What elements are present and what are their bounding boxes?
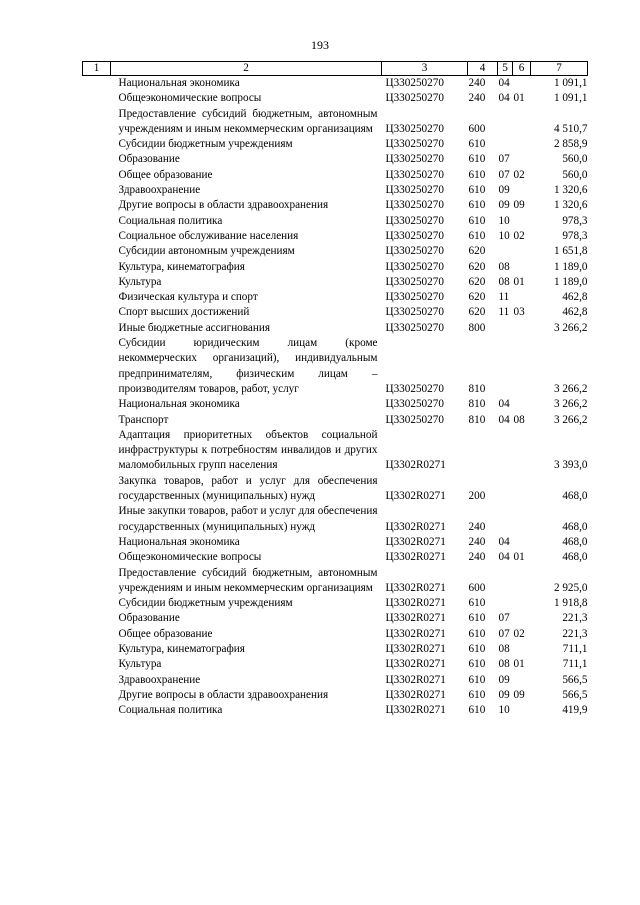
target-article-cell: Ц330250270	[385, 275, 444, 288]
section-cell	[498, 137, 513, 152]
row-number-cell	[83, 168, 111, 183]
subsection-cell	[513, 152, 531, 167]
target-article-cell: Ц330250270	[385, 306, 444, 319]
subsection-cell	[513, 397, 531, 412]
section-cell	[498, 504, 513, 535]
item-name-cell: Субсидии юридическим лицам (кроме некоммерческих организаций), индивидуальным предпринимателям, физическим лицам – производителям товаров, работ, услуг	[118, 337, 378, 395]
amount-cell: 4 510,7	[553, 122, 588, 135]
section-cell: 04	[498, 535, 510, 548]
expense-type-cell: 810	[468, 413, 486, 426]
item-name-cell: Предоставление субсидий бюджетным, автономным учреждениям и иным некоммерческим организациям	[118, 107, 378, 135]
column-header-2: 2	[111, 62, 382, 76]
section-cell: 07	[498, 612, 510, 625]
row-number-cell	[83, 504, 111, 535]
expense-type-cell: 800	[468, 321, 486, 334]
target-article-cell: Ц330250270	[385, 153, 444, 166]
expense-type-cell: 810	[468, 382, 486, 395]
target-article-cell: Ц3302R0271	[385, 535, 446, 548]
amount-cell: 462,8	[562, 306, 588, 319]
amount-cell: 978,3	[562, 229, 588, 242]
subsection-cell	[513, 290, 531, 305]
table-row	[83, 673, 588, 688]
amount-cell: 560,0	[562, 153, 588, 166]
section-cell: 07	[498, 168, 510, 181]
expense-type-cell: 610	[468, 168, 486, 181]
section-cell: 04	[498, 92, 510, 105]
row-number-cell	[83, 657, 111, 672]
section-cell	[498, 244, 513, 259]
amount-cell: 1 320,6	[553, 184, 588, 197]
target-article-cell: Ц330250270	[385, 168, 444, 181]
target-article-cell: Ц3302R0271	[385, 581, 446, 594]
subsection-cell	[513, 107, 531, 138]
column-header-4: 4	[468, 62, 498, 76]
row-number-cell	[83, 642, 111, 657]
table-row	[83, 152, 588, 167]
expense-type-cell: 240	[468, 535, 486, 548]
amount-cell: 3 266,2	[553, 382, 588, 395]
target-article-cell: Ц330250270	[385, 214, 444, 227]
table-row	[83, 474, 588, 505]
subsection-cell	[513, 566, 531, 597]
row-number-cell	[83, 183, 111, 198]
target-article-cell: Ц330250270	[385, 260, 444, 273]
row-number-cell	[83, 305, 111, 320]
amount-cell: 462,8	[562, 291, 588, 304]
row-number-cell	[83, 611, 111, 626]
section-cell	[498, 107, 513, 138]
section-cell: 08	[498, 260, 510, 273]
target-article-cell: Ц330250270	[385, 229, 444, 242]
subsection-cell	[513, 703, 531, 718]
amount-cell: 1 189,0	[553, 260, 588, 273]
section-cell: 08	[498, 275, 510, 288]
amount-cell: 2 925,0	[553, 581, 588, 594]
item-name-cell: Здравоохранение	[118, 673, 201, 686]
table-row	[83, 657, 588, 672]
item-name-cell: Культура, кинематография	[118, 642, 245, 655]
amount-cell: 2 858,9	[553, 138, 588, 151]
expense-type-cell: 810	[468, 398, 486, 411]
table-row	[83, 76, 588, 92]
target-article-cell: Ц3302R0271	[385, 597, 446, 610]
row-number-cell	[83, 275, 111, 290]
subsection-cell: 09	[513, 199, 525, 212]
item-name-cell: Субсидии автономным учреждениям	[118, 245, 295, 258]
row-number-cell	[83, 229, 111, 244]
subsection-cell	[513, 321, 531, 336]
table-row	[83, 214, 588, 229]
subsection-cell	[513, 428, 531, 474]
section-cell: 11	[498, 291, 510, 304]
row-number-cell	[83, 244, 111, 259]
item-name-cell: Субсидии бюджетным учреждениям	[118, 138, 293, 151]
item-name-cell: Другие вопросы в области здравоохранения	[118, 199, 329, 212]
expense-type-cell: 610	[468, 627, 486, 640]
subsection-cell	[513, 244, 531, 259]
subsection-cell: 01	[513, 92, 525, 105]
item-name-cell: Предоставление субсидий бюджетным, автономным учреждениям и иным некоммерческим организациям	[118, 566, 378, 594]
expense-type-cell: 610	[468, 704, 486, 717]
table-row	[83, 703, 588, 718]
row-number-cell	[83, 137, 111, 152]
section-cell	[498, 428, 513, 474]
section-cell: 09	[498, 199, 510, 212]
amount-cell: 1 091,1	[553, 77, 588, 89]
subsection-cell	[513, 137, 531, 152]
row-number-cell	[83, 107, 111, 138]
item-name-cell: Здравоохранение	[118, 184, 201, 197]
table-row	[83, 198, 588, 213]
subsection-cell: 01	[513, 658, 525, 671]
amount-cell: 3 266,2	[553, 398, 588, 411]
target-article-cell: Ц3302R0271	[385, 459, 446, 472]
row-number-cell	[83, 198, 111, 213]
subsection-cell: 01	[513, 551, 525, 564]
subsection-cell	[513, 183, 531, 198]
table-row	[83, 688, 588, 703]
table-row	[83, 275, 588, 290]
row-number-cell	[83, 397, 111, 412]
expense-type-cell: 620	[468, 306, 486, 319]
subsection-cell: 02	[513, 229, 525, 242]
expense-type-cell: 610	[468, 688, 486, 701]
row-number-cell	[83, 76, 111, 92]
item-name-cell: Образование	[118, 612, 180, 625]
row-number-cell	[83, 566, 111, 597]
table-row	[83, 183, 588, 198]
target-article-cell: Ц330250270	[385, 92, 444, 105]
expense-type-cell: 600	[468, 122, 486, 135]
subsection-cell	[513, 76, 531, 92]
amount-cell: 221,3	[562, 627, 588, 640]
target-article-cell: Ц330250270	[385, 138, 444, 151]
expense-type-cell: 610	[468, 214, 486, 227]
section-cell: 08	[498, 642, 510, 655]
expense-type-cell: 620	[468, 275, 486, 288]
section-cell: 04	[498, 551, 510, 564]
target-article-cell: Ц330250270	[385, 77, 444, 89]
target-article-cell: Ц330250270	[385, 199, 444, 212]
target-article-cell: Ц3302R0271	[385, 673, 446, 686]
section-cell	[498, 474, 513, 505]
target-article-cell: Ц3302R0271	[385, 612, 446, 625]
target-article-cell: Ц330250270	[385, 245, 444, 258]
item-name-cell: Национальная экономика	[118, 398, 240, 411]
expense-type-cell: 610	[468, 138, 486, 151]
section-cell: 10	[498, 704, 510, 717]
subsection-cell	[513, 673, 531, 688]
expense-type-cell: 240	[468, 520, 486, 533]
amount-cell: 468,0	[562, 535, 588, 548]
expense-type-cell: 240	[468, 551, 486, 564]
subsection-cell	[513, 336, 531, 397]
table-row	[83, 611, 588, 626]
row-number-cell	[83, 290, 111, 305]
amount-cell: 468,0	[562, 520, 588, 533]
amount-cell: 711,1	[562, 642, 588, 655]
expense-type-cell: 610	[468, 673, 486, 686]
target-article-cell: Ц330250270	[385, 398, 444, 411]
section-cell: 07	[498, 153, 510, 166]
subsection-cell	[513, 535, 531, 550]
section-cell: 09	[498, 688, 510, 701]
table-row	[83, 428, 588, 474]
target-article-cell: Ц330250270	[385, 122, 444, 135]
row-number-cell	[83, 703, 111, 718]
table-row	[83, 397, 588, 412]
table-row	[83, 229, 588, 244]
section-cell	[498, 321, 513, 336]
row-number-cell	[83, 688, 111, 703]
amount-cell: 3 266,2	[553, 413, 588, 426]
amount-cell: 3 393,0	[553, 459, 588, 472]
target-article-cell: Ц3302R0271	[385, 490, 446, 503]
page-number: 193	[311, 38, 329, 52]
section-cell: 04	[498, 77, 510, 89]
table-row	[83, 504, 588, 535]
table-row	[83, 413, 588, 428]
subsection-cell: 02	[513, 627, 525, 640]
target-article-cell: Ц330250270	[385, 382, 444, 395]
target-article-cell: Ц3302R0271	[385, 520, 446, 533]
row-number-cell	[83, 627, 111, 642]
row-number-cell	[83, 550, 111, 565]
item-name-cell: Культура	[118, 658, 162, 671]
table-row	[83, 244, 588, 259]
amount-cell: 1 189,0	[553, 275, 588, 288]
amount-cell: 566,5	[562, 688, 588, 701]
item-name-cell: Иные закупки товаров, работ и услуг для обеспечения государственных (муниципальных) нужд	[118, 505, 378, 533]
subsection-cell	[513, 504, 531, 535]
row-number-cell	[83, 91, 111, 106]
amount-cell: 1 091,1	[553, 92, 588, 105]
target-article-cell: Ц330250270	[385, 184, 444, 197]
amount-cell: 1 320,6	[553, 199, 588, 212]
table-row	[83, 91, 588, 106]
amount-cell: 978,3	[562, 214, 588, 227]
expense-type-cell: 610	[468, 184, 486, 197]
item-name-cell: Общеэкономические вопросы	[118, 92, 262, 105]
item-name-cell: Иные бюджетные ассигнования	[118, 321, 270, 334]
item-name-cell: Социальная политика	[118, 704, 223, 717]
expense-type-cell: 620	[468, 245, 486, 258]
table-row	[83, 168, 588, 183]
column-header-6: 6	[513, 62, 531, 76]
row-number-cell	[83, 152, 111, 167]
expense-type-cell: 620	[468, 260, 486, 273]
target-article-cell: Ц3302R0271	[385, 688, 446, 701]
section-cell: 04	[498, 413, 510, 426]
item-name-cell: Культура, кинематография	[118, 260, 245, 273]
table-row	[83, 321, 588, 336]
subsection-cell: 01	[513, 275, 525, 288]
table-row	[83, 566, 588, 597]
item-name-cell: Социальное обслуживание населения	[118, 229, 299, 242]
column-header-5: 5	[498, 62, 513, 76]
target-article-cell: Ц330250270	[385, 291, 444, 304]
expense-type-cell: 610	[468, 642, 486, 655]
item-name-cell: Культура	[118, 275, 162, 288]
column-header-1: 1	[83, 62, 111, 76]
expense-type-cell: 610	[468, 199, 486, 212]
expense-type-cell: 240	[468, 77, 486, 89]
table-row	[83, 305, 588, 320]
target-article-cell: Ц3302R0271	[385, 658, 446, 671]
row-number-cell	[83, 260, 111, 275]
item-name-cell: Общее образование	[118, 168, 213, 181]
subsection-cell	[513, 260, 531, 275]
section-cell	[498, 336, 513, 397]
section-cell: 10	[498, 214, 510, 227]
row-number-cell	[83, 413, 111, 428]
section-cell	[498, 596, 513, 611]
section-cell: 08	[498, 658, 510, 671]
table-header-row	[83, 62, 588, 76]
row-number-cell	[83, 428, 111, 474]
subsection-cell	[513, 642, 531, 657]
subsection-cell: 08	[513, 413, 525, 426]
expense-type-cell: 200	[468, 490, 486, 503]
expense-type-cell: 610	[468, 597, 486, 610]
subsection-cell: 02	[513, 168, 525, 181]
amount-cell: 560,0	[562, 168, 588, 181]
item-name-cell: Общеэкономические вопросы	[118, 551, 262, 564]
section-cell: 11	[498, 306, 510, 319]
expense-type-cell: 610	[468, 229, 486, 242]
amount-cell: 1 651,8	[553, 245, 588, 258]
item-name-cell: Социальная политика	[118, 214, 223, 227]
expense-type-cell: 620	[468, 291, 486, 304]
table-row	[83, 550, 588, 565]
target-article-cell: Ц3302R0271	[385, 551, 446, 564]
table-row	[83, 535, 588, 550]
expense-type-cell: 610	[468, 612, 486, 625]
amount-cell: 221,3	[562, 612, 588, 625]
item-name-cell: Адаптация приоритетных объектов социальной инфраструктуры к потребностям инвалидов и других маломобильных групп населения	[118, 428, 378, 472]
row-number-cell	[83, 535, 111, 550]
subsection-cell: 03	[513, 306, 525, 319]
section-cell: 09	[498, 184, 510, 197]
target-article-cell: Ц3302R0271	[385, 627, 446, 640]
expense-type-cell: 610	[468, 658, 486, 671]
item-name-cell: Общее образование	[118, 627, 213, 640]
row-number-cell	[83, 336, 111, 397]
row-number-cell	[83, 321, 111, 336]
target-article-cell: Ц330250270	[385, 413, 444, 426]
section-cell: 10	[498, 229, 510, 242]
amount-cell: 419,9	[562, 704, 588, 717]
subsection-cell	[513, 611, 531, 626]
amount-cell: 468,0	[562, 551, 588, 564]
expense-type-cell: 600	[468, 581, 486, 594]
table-row	[83, 260, 588, 275]
expense-type-cell	[468, 428, 498, 474]
subsection-cell: 09	[513, 688, 525, 701]
row-number-cell	[83, 673, 111, 688]
row-number-cell	[83, 214, 111, 229]
item-name-cell: Закупка товаров, работ и услуг для обеспечения государственных (муниципальных) нужд	[118, 474, 378, 503]
table-row	[83, 627, 588, 642]
item-name-cell: Транспорт	[118, 413, 169, 426]
column-header-7: 7	[531, 62, 588, 76]
item-name-cell: Физическая культура и спорт	[118, 291, 258, 304]
subsection-cell	[513, 214, 531, 229]
target-article-cell: Ц3302R0271	[385, 642, 446, 655]
amount-cell: 566,5	[562, 673, 588, 686]
section-cell	[498, 566, 513, 597]
row-number-cell	[83, 474, 111, 505]
expense-type-cell: 240	[468, 92, 486, 105]
item-name-cell: Образование	[118, 153, 180, 166]
subsection-cell	[513, 474, 531, 505]
item-name-cell: Другие вопросы в области здравоохранения	[118, 688, 329, 701]
table-row	[83, 107, 588, 138]
target-article-cell: Ц330250270	[385, 321, 444, 334]
section-cell: 09	[498, 673, 510, 686]
item-name-cell: Национальная экономика	[118, 535, 240, 548]
amount-cell: 3 266,2	[553, 321, 588, 334]
amount-cell: 468,0	[562, 490, 588, 503]
table-row	[83, 336, 588, 397]
amount-cell: 1 918,8	[553, 597, 588, 610]
expense-type-cell: 610	[468, 153, 486, 166]
table-row	[83, 642, 588, 657]
row-number-cell	[83, 596, 111, 611]
subsection-cell	[513, 596, 531, 611]
item-name-cell: Национальная экономика	[118, 77, 240, 89]
column-header-3: 3	[382, 62, 468, 76]
table-row	[83, 137, 588, 152]
section-cell: 07	[498, 627, 510, 640]
budget-table	[82, 61, 588, 718]
item-name-cell: Спорт высших достижений	[118, 306, 250, 319]
amount-cell: 711,1	[562, 658, 588, 671]
item-name-cell: Субсидии бюджетным учреждениям	[118, 597, 293, 610]
table-row	[83, 290, 588, 305]
section-cell: 04	[498, 398, 510, 411]
table-row	[83, 596, 588, 611]
table-body	[83, 76, 588, 719]
target-article-cell: Ц3302R0271	[385, 704, 446, 717]
